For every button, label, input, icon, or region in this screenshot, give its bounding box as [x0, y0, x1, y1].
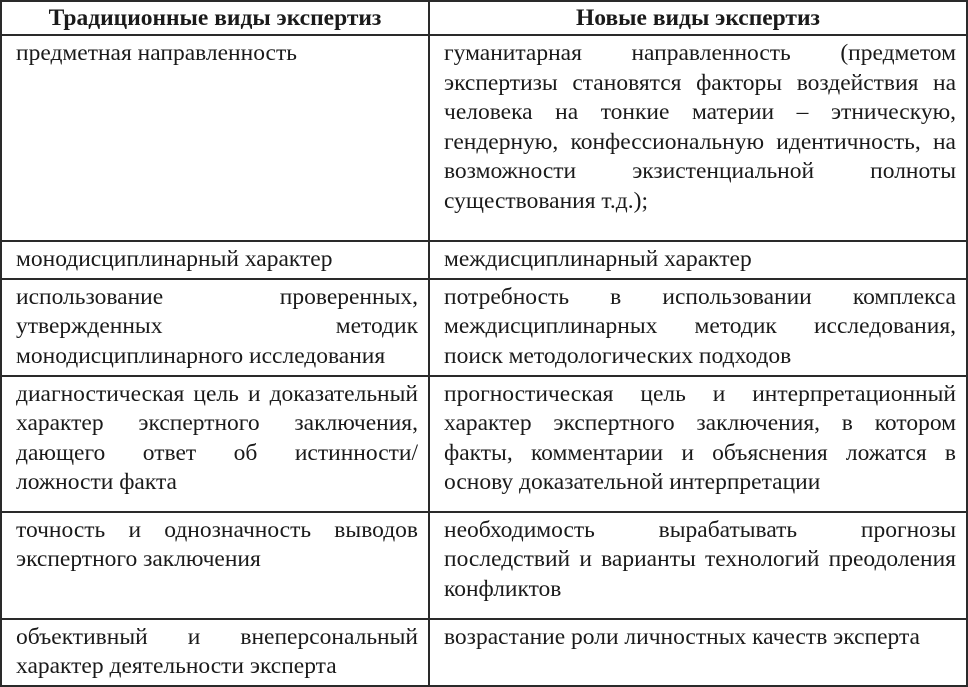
cell-new: потребность в использовании комплекса междисциплинарных методик исследования, поиск методологических подходов [429, 279, 967, 376]
table-row [1, 512, 967, 619]
table-row [1, 619, 967, 686]
table-row [1, 279, 967, 376]
cell-new: необходимость вырабатывать прогнозы последствий и варианты технологий преодоления конфликтов [429, 512, 967, 619]
cell-traditional: точность и однозначность выводов экспертного заключения [1, 512, 429, 619]
cell-traditional: диагностическая цель и доказательный характер экспертного заключения, дающего ответ об истинности/ложности факта [1, 376, 429, 512]
header-traditional: Традиционные виды экспертиз [1, 1, 429, 35]
cell-traditional: объективный и внеперсональный характер деятельности эксперта [1, 619, 429, 686]
table-row [1, 241, 967, 279]
cell-new: гуманитарная направленность (предметом экспертизы становятся факторы воздействия на человека на тонкие материи – этническую, гендерную, конфессиональную идентичность, на возможности экзистенциальной полноты существования т.д.); [429, 35, 967, 241]
table-row [1, 35, 967, 241]
cell-new: прогностическая цель и интерпретационный характер экспертного заключения, в котором факты, комментарии и объяснения ложатся в основу доказательной интерпретации [429, 376, 967, 512]
header-new: Новые виды экспертиз [429, 1, 967, 35]
cell-new: междисциплинарный характер [429, 241, 967, 279]
cell-traditional: предметная направленность [1, 35, 429, 241]
table-row [1, 376, 967, 512]
table-header-row [1, 1, 967, 35]
cell-new: возрастание роли личностных качеств эксперта [429, 619, 967, 686]
cell-traditional: монодисциплинарный характер [1, 241, 429, 279]
cell-traditional: использование проверенных, утвержденных методик монодисциплинарного исследования [1, 279, 429, 376]
